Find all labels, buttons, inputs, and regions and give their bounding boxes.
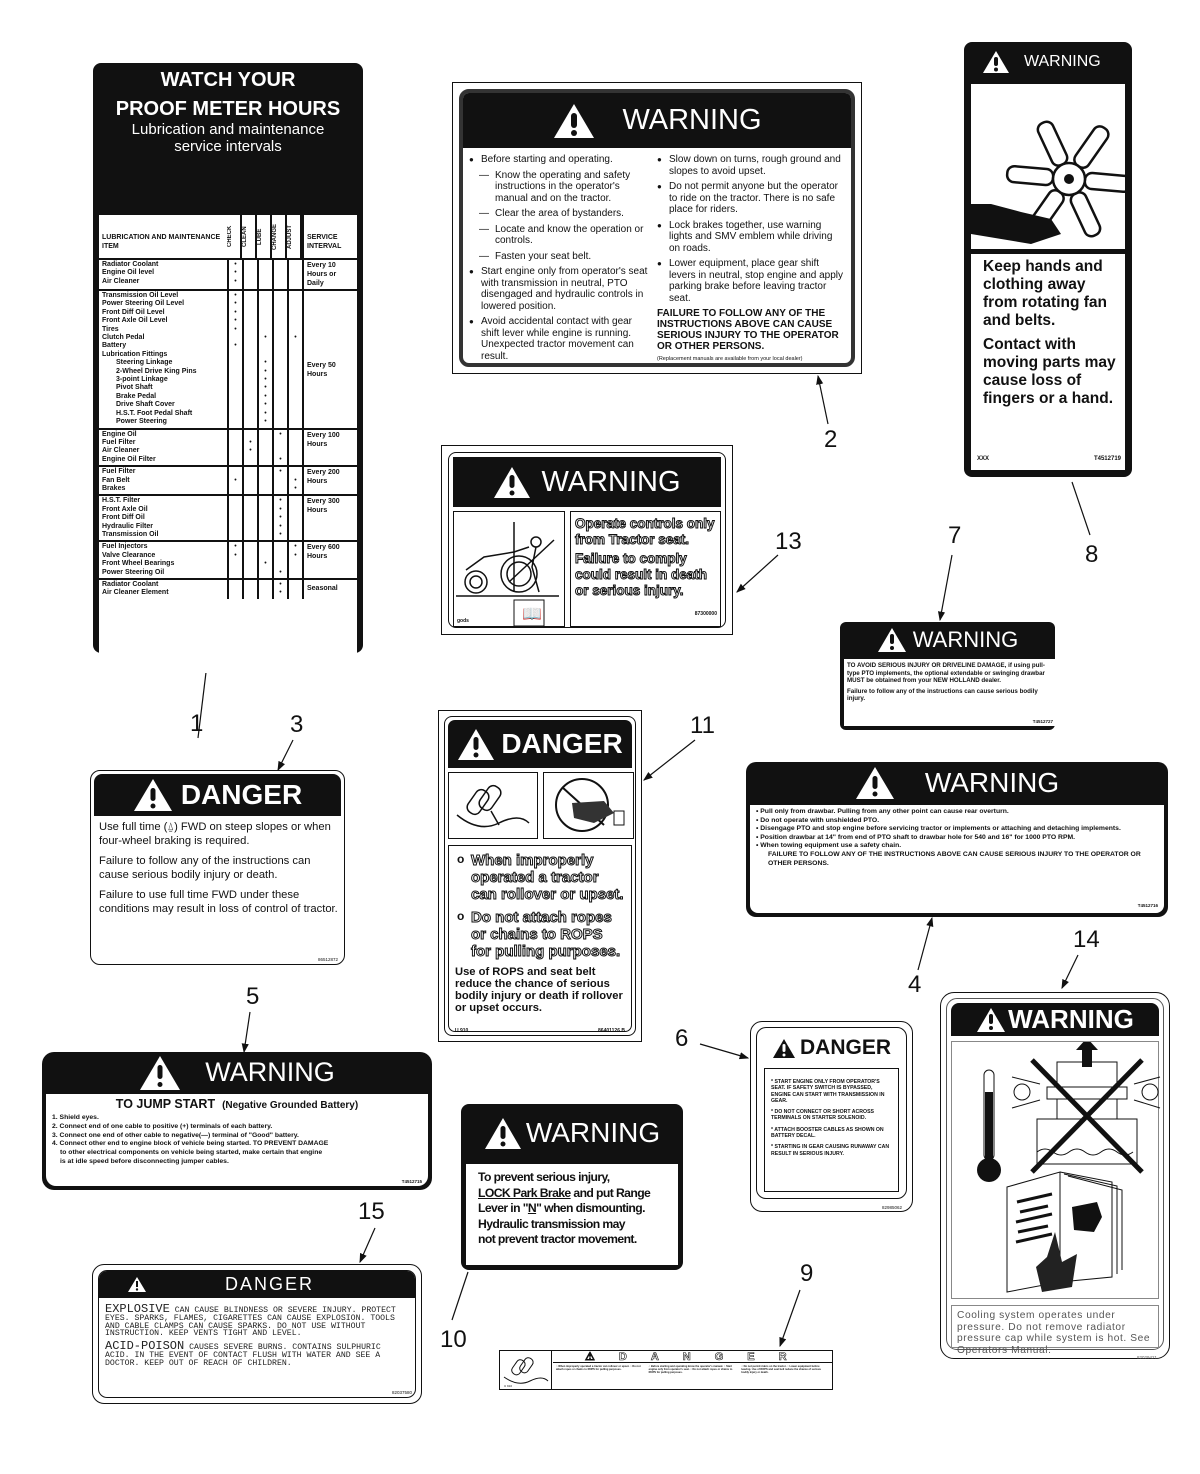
row-item: Steering Linkage — [116, 359, 173, 367]
instruction-item: • Position drawbar at 14" from end of PTO shaft to drawbar hole for 540 and 16" for 1000 PTO RPM. — [756, 833, 1076, 841]
row-item: Valve Clearance — [102, 551, 156, 559]
warning-text: and put Range — [570, 1185, 651, 1200]
warning-text: Failure to comply could result in death or serious injury. — [575, 551, 708, 598]
warning-text: Lever in " — [478, 1201, 528, 1215]
decal-13-tractor-seat-warning — [441, 445, 733, 635]
warning-text-emphasis: LOCK Park Brake — [478, 1185, 571, 1200]
table-group: Fuel Injectors Valve Clearance Front Wheel Bearings Power Steering Oil • • • • • • Every 600 Hours — [99, 542, 357, 580]
table-group: Fuel Filter Fan Belt Brakes • • • • Every 200 Hours — [99, 467, 357, 496]
part-number: 86401126 B — [598, 1028, 625, 1034]
signal-word: DANGER — [180, 779, 303, 810]
callout-4: 4 — [908, 971, 922, 998]
subtitle-line-2: service intervals — [174, 138, 282, 155]
rops-chain-icon — [448, 772, 538, 839]
header-lube: LUBE — [257, 215, 272, 258]
decal-14-cooling-system-warning — [940, 992, 1170, 1359]
row-item: Battery — [102, 342, 127, 350]
footer-line-1: Refer to your Operator's Manual — [128, 617, 328, 633]
row-item: Fuel Filter — [102, 438, 136, 446]
step-item: to other electrical components on vehicle being started, make certain that engine — [60, 1149, 323, 1157]
row-interval: Every 200 Hours — [302, 467, 357, 494]
callout-3: 3 — [290, 711, 304, 738]
signal-word: WARNING — [912, 627, 1019, 652]
row-item: Clutch Pedal — [102, 334, 145, 342]
row-item: Transmission Oil — [102, 530, 159, 538]
decal-10-park-brake-warning — [461, 1104, 683, 1270]
instruction-item: — Locate and know the operation or controls. — [469, 224, 651, 247]
danger-item: * DO NOT CONNECT OR SHORT ACROSS TERMINALS ON STARTER SOLENOID. — [771, 1109, 874, 1122]
signal-word: DANGER — [799, 1036, 891, 1059]
signal-word: WARNING — [205, 1057, 335, 1087]
manual-book-icon: 📖 — [522, 606, 542, 623]
callout-2: 2 — [824, 426, 838, 453]
header-item: LUBRICATION AND MAINTENANCE ITEM — [102, 234, 221, 250]
decal-9-rops-danger-strip — [499, 1350, 833, 1390]
title-line-2: PROOF METER HOURS — [115, 98, 341, 120]
instruction-item: ● Lower equipment, place gear shift levers in neutral, stop engine and apply parking brake before leaving tractor seat. — [657, 258, 845, 304]
warning-triangle-icon — [493, 466, 531, 499]
step-item: 2. Connect end of one cable to positive (+) terminals of each battery. — [52, 1122, 273, 1130]
hazard-heading: EXPLOSIVE — [105, 1302, 170, 1316]
step-item: 4. Connect other end to engine block of vehicle being started. TO PREVENT DAMAGE — [52, 1140, 329, 1148]
row-item: Power Steering Oil Level — [102, 300, 185, 308]
table-group: Radiator Coolant Air Cleaner Element • • Seasonal — [99, 580, 357, 599]
danger-item: * STARTING IN GEAR CAUSING RUNAWAY CAN RESULT IN SERIOUS INJURY. — [771, 1144, 890, 1157]
warning-text: not prevent tractor movement. — [478, 1232, 637, 1246]
hazard-text: CAN CAUSE BLINDNESS OR SEVERE INJURY. PROTECT EYES. SPARKS, FLAMES, CIGARETTES CAN CAUSE EXPLOSION. TOOLS AND CABLE CLAMPS CAN CAUSE SPARKS. DO NOT USE WITHOUT INSTRUCTION. KEEP VENTS TIGHT AND LEVEL. — [105, 1306, 396, 1339]
decal-6-starter-danger — [750, 1021, 913, 1212]
instruction-item: ● Slow down on turns, rough ground and slopes to avoid upset. — [657, 154, 845, 177]
part-number: T4512716 — [1137, 903, 1158, 909]
row-item: Lubrication Fittings — [102, 350, 168, 358]
row-item: Fan Belt — [102, 476, 130, 484]
signal-word: WARNING — [1008, 1004, 1134, 1034]
danger-text: Failure to follow any of the instructions can cause serious bodily injury or death. — [99, 855, 311, 881]
part-number: 82029421 — [1136, 1355, 1157, 1360]
signal-word: DANGER — [618, 1351, 811, 1363]
row-interval: Every 50 Hours — [302, 291, 357, 428]
callout-14: 14 — [1073, 926, 1100, 953]
table-group: H.S.T. Filter Front Axle Oil Front Diff Oil Hydraulic Filter Transmission Oil • • • • • Every 300 Hours — [99, 496, 357, 542]
signal-word: WARNING — [1024, 53, 1101, 70]
row-item: Front Diff Oil — [102, 514, 145, 522]
hazard-text: CAUSES SEVERE BURNS. CONTAINS SULPHURIC ACID. IN THE EVENT OF CONTACT FLUSH WITH WATER AND SEE A DOCTOR. KEEP OUT OF REACH OF CHILDREN. — [105, 1343, 381, 1368]
row-interval: Every 300 Hours — [302, 496, 357, 540]
code: U 911 — [529, 364, 545, 367]
row-interval: Seasonal — [302, 580, 357, 599]
row-item: Radiator Coolant — [102, 581, 159, 588]
row-item: Tires — [102, 325, 119, 333]
row-interval: Every 100 Hours — [302, 430, 357, 466]
decal-1-maintenance-chart — [93, 63, 363, 653]
header-change: CHANGE — [272, 215, 287, 258]
part-number: T4512715 — [401, 1179, 422, 1184]
row-item: Air Cleaner — [102, 277, 140, 285]
warning-triangle-icon — [552, 102, 596, 140]
warning-triangle-icon — [855, 766, 895, 800]
signal-word: WARNING — [622, 104, 762, 136]
row-item: Power Steering — [116, 418, 167, 426]
table-header — [99, 215, 357, 260]
instruction-item: • Pull only from drawbar. Pulling from any other point can cause rear overturn. — [756, 808, 1009, 815]
callout-1: 1 — [190, 710, 204, 737]
header-interval: SERVICE INTERVAL — [302, 215, 357, 258]
row-item: 3-point Linkage — [116, 376, 168, 384]
instruction-item: ● Do not permit anyone but the operator to ride on the tractor. There is no safe place for riders. — [657, 181, 845, 216]
callout-7: 7 — [948, 522, 962, 549]
instruction-item: — Clear the area of bystanders. — [469, 208, 651, 220]
row-item: Front Wheel Bearings — [102, 560, 175, 568]
callout-13: 13 — [775, 528, 802, 555]
step-item: is at idle speed before disconnecting jumper cables. — [60, 1157, 229, 1165]
tractor-operator-icon — [453, 511, 565, 627]
warning-text: Hydraulic transmission may — [478, 1216, 625, 1231]
part-number: 86512872 — [317, 957, 338, 962]
header-adjust: ADJUST — [287, 215, 302, 258]
row-item: Brake Pedal — [116, 392, 157, 400]
row-item: Front Axle Oil — [102, 505, 148, 513]
warning-triangle-icon — [139, 1055, 181, 1091]
footer — [93, 617, 363, 649]
subtitle: TO JUMP START — [115, 1097, 216, 1111]
danger-item: * ATTACH BOOSTER CABLES AS SHOWN ON BATTERY DECAL. — [771, 1126, 884, 1140]
warning-triangle-icon — [457, 728, 495, 761]
code: XXX — [977, 456, 990, 462]
failure-statement: FAILURE TO FOLLOW ANY OF THE INSTRUCTIONS ABOVE CAN CAUSE SERIOUS INJURY TO THE OPERATOR OR OTHER PERSONS. — [657, 308, 839, 352]
warning-triangle-icon: ⚠ — [585, 1351, 619, 1363]
row-item: H.S.T. Filter — [102, 497, 141, 505]
table-group: Transmission Oil Level Power Steering Oil Level Front Diff Oil Level Front Axle Oil Level Tires Clutch Pedal Battery Lubrication Fittings Steering Linkage 2-Wheel Drive King Pins 3-point Linkage Pivot Shaft Brake Pedal Drive Shaft Cover H.S.T. Foot Pedal Shaft Power Steering • • • • • • • • • • • • • • • • Every 50 Hours — [99, 291, 357, 430]
rops-chain-icon — [500, 1351, 552, 1389]
callout-5: 5 — [246, 983, 260, 1010]
callout-11: 11 — [690, 712, 715, 739]
table-group: Engine Oil Fuel Filter Air Cleaner Engine Oil Filter • • • • Every 100 Hours — [99, 430, 357, 468]
callout-9: 9 — [800, 1260, 814, 1287]
row-item: Air Cleaner Element — [102, 589, 169, 597]
header-clean: CLEAN — [242, 215, 257, 258]
footer-line-2: for additional information. — [149, 633, 307, 649]
part-number: 82037580 — [391, 1390, 412, 1395]
decal-11-rops-danger — [438, 710, 642, 1042]
instruction-item: • Do not operate with unshielded PTO. — [756, 816, 880, 824]
danger-text: Failure to use full time FWD under these conditions may result in loss of control of tractor. — [99, 889, 338, 915]
part-number: T4512719 — [1093, 456, 1121, 462]
row-item: Front Diff Oil Level — [102, 308, 165, 316]
row-item: Drive Shaft Cover — [116, 401, 175, 409]
rops-note: Use of ROPS and seat belt reduce the chance of serious bodily injury or death if rollover or upset occurs. — [455, 966, 623, 1014]
instruction-item: • Disengage PTO and stop engine before servicing tractor or implements or attaching and detaching implements. — [756, 825, 1121, 833]
row-item: Fuel Filter — [102, 468, 136, 476]
danger-text: ○ Do not permit riders on the tractor. ○ Lower equipment before leaving. Use of ROPS and seat belt reduce the chance of serious bodily injury or death. — [741, 1365, 821, 1375]
warning-text: Keep hands and clothing away from rotating fan and belts. — [983, 258, 1107, 329]
row-item: Engine Oil — [102, 430, 137, 438]
signal-word: DANGER — [225, 1274, 315, 1294]
row-item: Power Steering Oil — [102, 568, 165, 576]
table-group: Radiator Coolant Engine Oil level Air Cleaner • • • Every 10 Hours or Daily — [99, 260, 357, 291]
row-item: Engine Oil level — [102, 269, 155, 277]
code: U 910 — [455, 1028, 469, 1034]
row-interval: Every 10 Hours or Daily — [302, 260, 357, 289]
row-interval: Every 600 Hours — [302, 542, 357, 578]
row-item: H.S.T. Foot Pedal Shaft — [116, 409, 193, 417]
warning-text: Cooling system operates under pressure. Do not remove radiator pressure cap while system is hot. See Operators Manual. — [951, 1305, 1159, 1348]
danger-text: o Do not attach ropes or chains to ROPS for pulling purposes. — [455, 909, 625, 960]
rotating-fan-hand-icon — [971, 84, 1125, 249]
step-item: 1. Shield eyes. — [52, 1114, 99, 1121]
warning-text: Failure to follow any of the instructions can cause serious bodily injury. — [847, 687, 1038, 702]
signal-word: WARNING — [525, 1117, 661, 1148]
radiator-cap-pressure-icon — [951, 1041, 1159, 1299]
replacement-note: (Replacement manuals are available from your local dealer) — [657, 356, 803, 362]
header-check: CHECK — [227, 215, 242, 258]
warning-text: " when dismounting. — [536, 1201, 645, 1215]
subtitle-line-1: Lubrication and maintenance — [131, 121, 325, 138]
row-item: Pivot Shaft — [116, 384, 153, 392]
row-item: Front Axle Oil Level — [102, 317, 168, 325]
row-item: Hydraulic Filter — [102, 522, 153, 530]
maintenance-table — [99, 215, 357, 673]
decal-15-battery-danger — [92, 1264, 422, 1404]
title-line-1: WATCH YOUR — [160, 69, 296, 91]
decal-3-fwd-danger — [90, 770, 345, 965]
warning-text: To prevent serious injury, — [478, 1170, 610, 1184]
subtitle-note: (Negative Grounded Battery) — [222, 1100, 359, 1111]
decal-7-pto-drawbar-warning — [840, 622, 1055, 730]
warning-triangle-icon — [127, 1276, 147, 1293]
part-number: 87300000 — [694, 611, 717, 617]
row-item: Air Cleaner — [102, 447, 140, 455]
warning-triangle-icon — [133, 778, 173, 812]
row-item: Transmission Oil Level — [102, 292, 179, 299]
row-item: Brakes — [102, 484, 126, 492]
warning-text: Contact with moving parts may cause loss of fingers or a hand. — [983, 336, 1116, 407]
instruction-item: ● Avoid accidental contact with gear shift lever while engine is running. Unexpected tractor movement can result. — [469, 316, 651, 362]
callout-15: 15 — [358, 1198, 385, 1225]
callout-8: 8 — [1085, 541, 1099, 568]
danger-item: * START ENGINE ONLY FROM OPERATOR'S SEAT. IF SAFETY SWITCH IS BYPASSED, ENGINE CAN START WITH TRANSMISSION IN GEAR. — [771, 1079, 885, 1104]
signal-word: DANGER — [501, 728, 623, 759]
instruction-item: • When towing equipment use a safety chain. — [756, 842, 902, 850]
hazard-heading: ACID-POISON — [105, 1339, 185, 1354]
signal-word: WARNING — [924, 767, 1060, 798]
decal-2-operating-warning — [452, 82, 862, 374]
row-item: Radiator Coolant — [102, 261, 159, 268]
danger-text: o When improperly operated a tractor can rollover or upset. — [455, 852, 625, 903]
danger-text: ○ Before starting and operating know the operator's manual. ○ Start engine only from operator's seat. ○ Do not attach ropes or chains to ROPS for pulling purposes. — [648, 1365, 733, 1375]
code-row — [469, 362, 651, 367]
code: U 910 — [504, 1384, 513, 1388]
warning-triangle-icon — [976, 1007, 1006, 1033]
signal-word: WARNING — [541, 465, 681, 498]
danger-text: Use full time (⍙) FWD on steep slopes or when four-wheel braking is required. — [99, 821, 331, 847]
warning-text-emphasis: N — [527, 1201, 537, 1215]
instruction-item: ● Start engine only from operator's seat with transmission in neutral, PTO disengaged and hydraulic controls in lowered position. — [469, 266, 651, 312]
code: 86401125 B — [584, 364, 617, 367]
tractor-rollover-icon — [543, 772, 634, 839]
callout-6: 6 — [675, 1025, 689, 1052]
instruction-item: ● Before starting and operating. — [469, 154, 651, 166]
warning-text: TO AVOID SERIOUS INJURY OR DRIVELINE DAMAGE, if using pull-type PTO implements, the optional extendable or swinging drawbar MUST be obtained from your NEW HOLLAND dealer. — [847, 662, 1045, 684]
row-item: Fuel Injectors — [102, 543, 148, 551]
step-item: 3. Connect one end of other cable to negative(—) terminal of "Good" battery. — [52, 1131, 299, 1139]
part-number: 82985062 — [881, 1205, 902, 1210]
decal-4-drawbar-pto-warning — [746, 762, 1168, 917]
decal-5-jump-start-warning — [42, 1052, 432, 1190]
warning-triangle-icon — [877, 627, 907, 653]
callout-10: 10 — [440, 1326, 467, 1353]
failure-statement: FAILURE TO FOLLOW ANY OF THE INSTRUCTIONS ABOVE CAN CAUSE SERIOUS INJURY TO THE OPERATOR OR OTHER PERSONS. — [768, 850, 1141, 867]
part-number: T4512727 — [1032, 718, 1053, 724]
instruction-item: — Fasten your seat belt. — [469, 251, 651, 263]
warning-triangle-icon — [772, 1038, 796, 1059]
danger-text: ○ When improperly operated a tractor can rollover or upset. ○ Do not attach ropes or chains to ROPS for pulling purposes. — [556, 1365, 641, 1372]
instruction-item: ● Lock brakes together, use warning lights and SMV emblem while driving on roads. — [657, 220, 845, 255]
instruction-item: — Know the operating and safety instructions in the operator's manual and on the tractor. — [469, 170, 651, 205]
warning-text: Operate controls only from Tractor seat. — [575, 516, 715, 547]
code: gods — [457, 618, 469, 624]
warning-triangle-icon — [484, 1117, 522, 1150]
warning-triangle-icon — [982, 50, 1010, 74]
row-item: Engine Oil Filter — [102, 455, 156, 463]
row-item: 2-Wheel Drive King Pins — [116, 367, 197, 375]
decal-8-fan-warning — [964, 42, 1132, 477]
